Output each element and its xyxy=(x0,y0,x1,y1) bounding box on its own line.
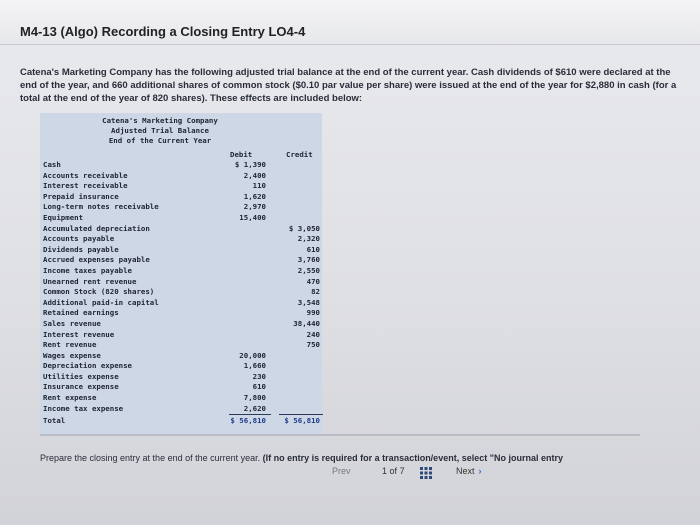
debit-amount: 2,400 xyxy=(243,170,266,180)
account-name: Interest receivable xyxy=(43,181,128,191)
credit-amount: $ 3,050 xyxy=(288,223,320,233)
credit-total-rule xyxy=(279,414,323,415)
account-row xyxy=(43,171,322,182)
credit-amount: 240 xyxy=(306,329,320,339)
account-row xyxy=(43,192,322,203)
page-total: 7 xyxy=(399,466,405,476)
account-name: Dividends payable xyxy=(43,244,119,254)
credit-header: Credit xyxy=(286,150,313,159)
account-name: Cash xyxy=(43,160,61,169)
account-row xyxy=(43,298,322,309)
account-row xyxy=(43,340,322,351)
debit-amount: 230 xyxy=(252,371,266,381)
account-name: Sales revenue xyxy=(43,318,101,328)
account-row xyxy=(43,393,322,404)
account-name: Total xyxy=(43,416,66,426)
debit-amount: 610 xyxy=(252,382,266,392)
chevron-right-icon: › xyxy=(478,466,482,476)
debit-amount: 1,660 xyxy=(243,361,266,371)
credit-amount: 3,548 xyxy=(297,297,320,307)
credit-amount: 610 xyxy=(306,244,320,254)
account-name: Insurance expense xyxy=(43,382,119,392)
account-row xyxy=(43,234,322,245)
page-of: of xyxy=(389,466,398,476)
account-name: Interest revenue xyxy=(43,329,115,339)
account-name: Rent revenue xyxy=(43,340,97,350)
debit-amount: 110 xyxy=(252,181,266,191)
debit-amount: $ 56,810 xyxy=(230,416,266,426)
account-name: Retained earnings xyxy=(43,308,119,318)
credit-amount: $ 56,810 xyxy=(284,416,320,426)
debit-total-rule xyxy=(229,414,271,415)
account-name: Depreciation expense xyxy=(43,361,132,371)
credit-amount: 750 xyxy=(306,340,320,350)
account-name: Common Stock (820 shares) xyxy=(43,287,155,297)
account-row xyxy=(43,308,322,319)
debit-header: Debit xyxy=(230,150,253,159)
divider xyxy=(40,434,640,436)
account-row xyxy=(43,382,322,393)
debit-amount: 2,620 xyxy=(243,403,266,413)
trial-balance-image xyxy=(40,113,322,435)
account-name: Unearned rent revenue xyxy=(43,276,137,286)
account-name: Wages expense xyxy=(43,350,101,360)
trial-balance-subtitle: Adjusted Trial Balance xyxy=(111,126,209,135)
account-row xyxy=(43,213,322,224)
account-row xyxy=(43,266,322,277)
instruction xyxy=(40,453,680,463)
debit-amount: 20,000 xyxy=(239,350,266,360)
account-name: Utilities expense xyxy=(43,371,119,381)
account-row xyxy=(43,372,322,383)
account-row xyxy=(43,160,322,171)
credit-amount: 2,320 xyxy=(297,234,320,244)
account-row xyxy=(43,351,322,362)
account-row xyxy=(43,224,322,235)
debit-amount: $ 1,390 xyxy=(234,160,266,169)
debit-amount: 7,800 xyxy=(243,393,266,403)
credit-amount: 990 xyxy=(306,308,320,318)
grid-icon[interactable] xyxy=(420,467,432,479)
account-name: Accumulated depreciation xyxy=(43,223,150,233)
problem-intro: Catena's Marketing Company has the following adjusted trial balance at the end of the current year. Cash dividends of $610 were declared at the end of the year, and 660 additional shares of common stock ($0.10 par value per share) were issued at the end of the year for $2,880 in cash (for a total at the end of the year of 820 shares). These effects are included below: xyxy=(20,67,677,104)
trial-balance-rows xyxy=(43,160,322,427)
account-row xyxy=(43,361,322,372)
account-row xyxy=(43,404,322,415)
credit-amount: 2,550 xyxy=(297,265,320,275)
account-name: Long-term notes receivable xyxy=(43,202,159,212)
account-row xyxy=(43,330,322,341)
credit-amount: 38,440 xyxy=(293,318,320,328)
account-name: Prepaid insurance xyxy=(43,191,119,201)
account-name: Income taxes payable xyxy=(43,265,132,275)
account-row xyxy=(43,202,322,213)
company-name: Catena's Marketing Company xyxy=(102,116,218,125)
instruction-main: Prepare the closing entry at the end of the current year. xyxy=(40,453,261,463)
account-name: Additional paid-in capital xyxy=(43,297,159,307)
next-button[interactable] xyxy=(456,462,506,480)
account-row xyxy=(43,287,322,298)
period-label: End of the Current Year xyxy=(108,136,212,145)
account-name: Accounts receivable xyxy=(43,170,128,180)
credit-amount: 470 xyxy=(306,276,320,286)
account-row xyxy=(43,245,322,256)
account-name: Equipment xyxy=(43,212,84,222)
instruction-note: (If no entry is required for a transaction/event, select "No journal entry xyxy=(262,453,563,463)
total-row xyxy=(43,416,322,427)
account-name: Accounts payable xyxy=(43,234,115,244)
page-current: 1 xyxy=(382,466,388,476)
debit-amount: 15,400 xyxy=(239,212,266,222)
account-row xyxy=(43,181,322,192)
debit-amount: 1,620 xyxy=(243,191,266,201)
account-row xyxy=(43,319,322,330)
account-name: Income tax expense xyxy=(43,403,124,413)
credit-amount: 82 xyxy=(311,287,320,297)
prev-button[interactable]: Prev xyxy=(332,466,351,476)
next-label: Next xyxy=(456,466,475,476)
debit-amount: 2,970 xyxy=(243,202,266,212)
account-row xyxy=(43,255,322,266)
account-name: Accrued expenses payable xyxy=(43,255,150,265)
trial-balance-header xyxy=(80,116,240,146)
problem-title: M4-13 (Algo) Recording a Closing Entry LO4-4 xyxy=(20,24,306,39)
page-indicator xyxy=(382,466,405,476)
credit-amount: 3,760 xyxy=(297,255,320,265)
account-row xyxy=(43,277,322,288)
account-name: Rent expense xyxy=(43,393,97,403)
